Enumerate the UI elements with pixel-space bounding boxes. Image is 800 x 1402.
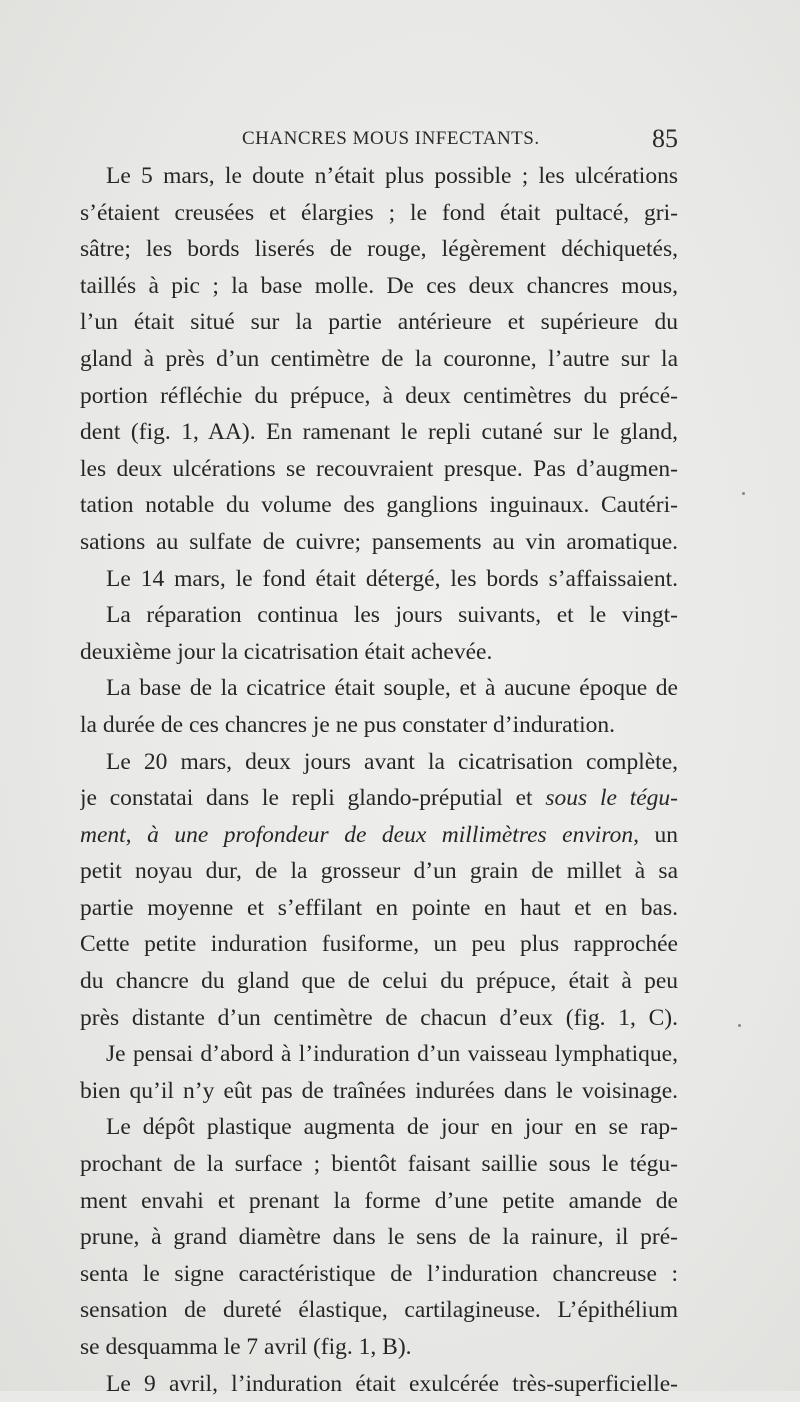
text-segment: un	[654, 821, 678, 848]
text-line: se desquamma le 7 avril (fig. 1, B).	[80, 1334, 412, 1360]
text-line-mixed	[80, 817, 678, 854]
italic-segment: sous le tégu-	[545, 785, 678, 812]
text-line: tation notable du volume des ganglions inguinaux. Cautéri-	[80, 492, 678, 519]
text-line: la durée de ces chancres je ne pus constater d’induration.	[80, 711, 616, 738]
text-line: portion réfléchie du prépuce, à deux centimètres du précé-	[80, 382, 678, 409]
text-line: les deux ulcérations se recouvraient presque. Pas d’augmen-	[80, 455, 678, 482]
text-line: bien qu’il n’y eût pas de traînées indurées dans le voisinage.	[80, 1077, 678, 1104]
text-line: Le 5 mars, le doute n’était plus possible ; les ulcérations	[106, 163, 678, 189]
text-line: sations au sulfate de cuivre; pansements au vin aromatique.	[80, 528, 678, 555]
text-line: du chancre du gland que de celui du prépuce, était à peu	[80, 968, 678, 995]
text-line: senta le signe caractéristique de l’induration chancreuse :	[80, 1260, 678, 1287]
text-line: Le dépôt plastique augmenta de jour en jour en se rap-	[106, 1114, 678, 1141]
text-line: prochant de la surface ; bientôt faisant saillie sous le tégu-	[80, 1151, 678, 1178]
paper-speck	[742, 492, 745, 495]
text-line: Je pensai d’abord à l’induration d’un vaisseau lymphatique,	[106, 1041, 678, 1068]
paper-speck	[738, 1024, 741, 1027]
text-line: près distante d’un centimètre de chacun d’eux (fig. 1, C).	[80, 1004, 678, 1031]
text-line: gland à près d’un centimètre de la couronne, l’autre sur la	[80, 345, 678, 372]
text-line: Le 20 mars, deux jours avant la cicatrisation complète,	[106, 748, 678, 775]
text-line: ment envahi et prenant la forme d’une petite amande de	[80, 1187, 678, 1214]
text-line-mixed	[80, 780, 678, 817]
text-line: l’un était situé sur la partie antérieure et supérieure du	[80, 309, 678, 336]
body-text	[80, 158, 678, 1402]
text-segment: je constatai dans le repli glando-préputial et	[80, 785, 533, 812]
text-line: La base de la cicatrice était souple, et à aucune époque de	[106, 675, 678, 702]
text-line: petit noyau dur, de la grosseur d’un grain de millet à sa	[80, 858, 678, 885]
text-line: partie moyenne et s’effilant en pointe en haut et en bas.	[80, 894, 678, 921]
text-line: sensation de dureté élastique, cartilagineuse. L’épithélium	[80, 1297, 678, 1324]
text-line: Le 14 mars, le fond était détergé, les bords s’affaissaient.	[106, 565, 678, 592]
page-header	[80, 124, 680, 158]
page-number: 85	[652, 124, 678, 153]
text-line: deuxième jour la cicatrisation était achevée.	[80, 638, 493, 665]
text-line: s’étaient creusées et élargies ; le fond était pultacé, gri-	[80, 199, 678, 226]
text-line: taillés à pic ; la base molle. De ces deux chancres mous,	[80, 272, 678, 299]
text-line: prune, à grand diamètre dans le sens de la rainure, il pré-	[80, 1224, 678, 1251]
text-line: Cette petite induration fusiforme, un peu plus rapprochée	[80, 931, 678, 958]
text-line: Le 9 avril, l’induration était exulcérée très-superficielle-	[106, 1370, 678, 1397]
text-line: La réparation continua les jours suivants, et le vingt-	[106, 602, 678, 629]
italic-segment: ment, à une profondeur de deux millimètres environ,	[80, 821, 639, 848]
running-title: CHANCRES MOUS INFECTANTS.	[242, 128, 540, 149]
text-line: sâtre; les bords liserés de rouge, légèrement déchiquetés,	[80, 236, 678, 263]
text-line: dent (fig. 1, AA). En ramenant le repli cutané sur le gland,	[80, 419, 678, 446]
